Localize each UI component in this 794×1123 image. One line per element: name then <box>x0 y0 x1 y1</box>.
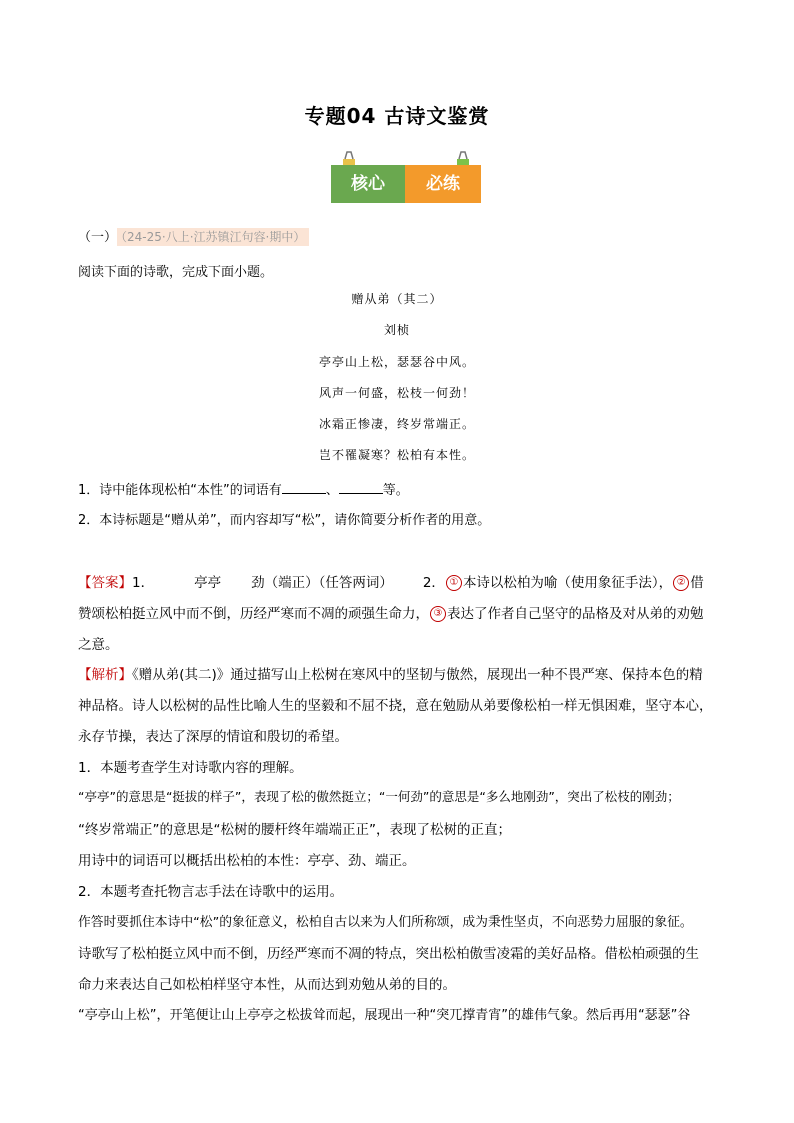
separator: 、 <box>325 483 339 498</box>
answer-label: 【答案】 <box>78 575 132 591</box>
poem-author: 刘桢 <box>383 323 410 337</box>
poem-line: 岂不罹凝寒？松柏有本性。 <box>318 448 475 462</box>
answer-text: 劲（端正）（任答两词） <box>251 575 393 591</box>
answer-text: 表达了作者自己坚守的品格及对从弟的劝勉 <box>447 606 704 622</box>
answer-line-2 <box>78 602 704 622</box>
number-marker: ③ <box>430 606 446 622</box>
analysis-line: 1．本题考查学生对诗歌内容的理解。 <box>78 760 303 776</box>
analysis-line: 2．本题考查托物言志手法在诗歌中的运用。 <box>78 884 344 900</box>
analysis-line: “亭亭山上松”，开笔便让山上亭亭之松拔耸而起，展现出一种“突兀撑青宵”的雄伟气象。然后再用“瑟瑟”谷 <box>78 1008 691 1023</box>
analysis-label: 【解析】 <box>78 667 132 683</box>
answer-line-1 <box>78 571 704 591</box>
analysis-line: “终岁常端正”的意思是“松树的腰杆终年端端正正”，表现了松树的正直； <box>78 822 511 838</box>
question-2: 2．本诗标题是“赠从弟”，而内容却写“松”，请你简要分析作者的用意。 <box>78 513 491 528</box>
question-1-end: 等。 <box>382 483 409 498</box>
section-heading <box>78 226 309 245</box>
analysis-line: 诗歌写了松柏挺立风中而不倒，历经严寒而不凋的特点，突出松柏傲雪凌霜的美好品格。借松柏顽强的生 <box>78 946 699 962</box>
answer-text: 本诗以松柏为喻（使用象征手法）， <box>462 575 673 591</box>
analysis-line: 用诗中的词语可以概括出松柏的本性：亭亭、劲、端正。 <box>78 853 416 869</box>
question-1 <box>78 479 409 498</box>
core-practice-badge <box>331 149 481 205</box>
answer-line-3: 之意。 <box>78 637 119 653</box>
poem-line: 亭亭山上松，瑟瑟谷中风。 <box>318 355 475 369</box>
analysis-line <box>78 663 703 683</box>
section-label: （一） <box>78 230 118 245</box>
question-1-text: 1．诗中能体现松柏“本性”的词语有 <box>78 483 282 498</box>
instruction: 阅读下面的诗歌，完成下面小题。 <box>78 265 274 280</box>
badge-core: 核心 <box>331 165 405 203</box>
answer-blank <box>339 481 383 494</box>
answer-text: 1． <box>132 575 155 591</box>
analysis-text: 《赠从弟(其二)》通过描写山上松树在寒风中的坚韧与傲然，展现出一种不畏严寒、保持本色的精 <box>132 667 703 683</box>
answer-text: 赞颂松柏挺立风中而不倒，历经严寒而不凋的顽强生命力， <box>78 606 429 622</box>
answer-text: 2． <box>422 575 445 591</box>
answer-blank <box>282 481 326 494</box>
source-tag: （24-25·八上·江苏镇江句容·期中） <box>117 228 309 246</box>
page-title: 专题04 古诗文鉴赏 <box>304 104 490 128</box>
analysis-line: 神品格。诗人以松树的品性比喻人生的坚毅和不屈不挠，意在勉励从弟要像松柏一样无惧困难，坚守本心， <box>78 698 713 714</box>
poem-line: 风声一何盛，松枝一何劲！ <box>318 386 475 400</box>
poem-title: 赠从弟（其二） <box>351 292 443 306</box>
analysis-line: 命力来表达自己如松柏样坚守本性，从而达到劝勉从弟的目的。 <box>78 977 456 993</box>
analysis-line: 作答时要抓住本诗中“松”的象征意义，松柏自古以来为人们所称颂，成为秉性坚贞，不向恶势力屈服的象征。 <box>78 915 693 930</box>
analysis-line: “亭亭”的意思是“挺拔的样子”，表现了松的傲然挺立；“一何劲”的意思是“多么地刚劲”，突出了松枝的刚劲； <box>78 789 680 804</box>
analysis-line: 永存节操，表达了深厚的情谊和殷切的希望。 <box>78 729 348 745</box>
badge-practice: 必练 <box>405 165 481 203</box>
poem-line: 冰霜正惨凄，终岁常端正。 <box>318 417 475 431</box>
number-marker: ② <box>673 575 689 591</box>
number-marker: ① <box>446 575 462 591</box>
answer-text: 亭亭 <box>194 575 222 591</box>
answer-text: 借 <box>690 575 704 591</box>
